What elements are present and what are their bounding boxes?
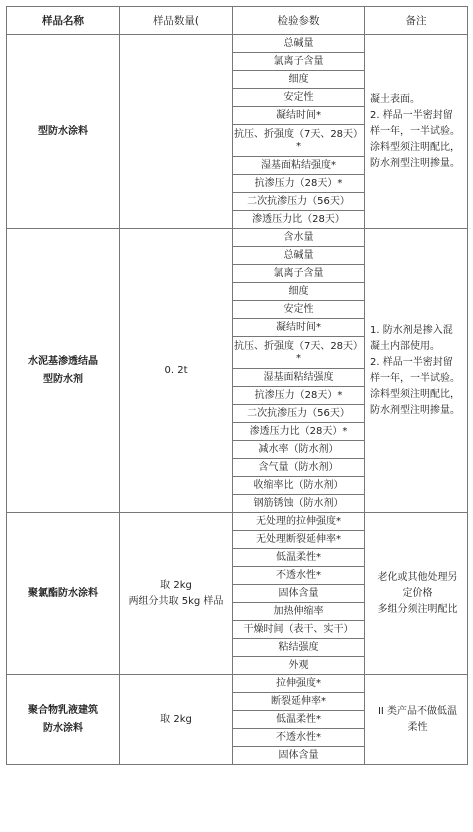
- test-parameter: 渗透压力比（28天）*: [233, 423, 365, 441]
- sample-name-line: 聚氯酯防水涂料: [28, 587, 98, 599]
- test-parameter: 断裂延伸率*: [233, 693, 365, 711]
- test-parameter: 细度: [233, 283, 365, 301]
- sample-name-line: 聚合物乳液建筑: [28, 704, 98, 716]
- test-parameter: 凝结时间*: [233, 107, 365, 125]
- remark-line: 2. 样品一半密封留: [370, 109, 453, 121]
- sample-quantity: [120, 229, 233, 513]
- header-remark: 备注: [365, 7, 468, 35]
- table-row: [7, 675, 468, 693]
- test-parameter: 无处理断裂延伸率*: [233, 531, 365, 549]
- test-parameter: 钢筋锈蚀（防水剂）: [233, 495, 365, 513]
- remark: [365, 35, 468, 229]
- sample-quantity: [120, 35, 233, 229]
- test-parameter: 安定性: [233, 301, 365, 319]
- header-sample-quantity: 样品数量(: [120, 7, 233, 35]
- sample-name: [7, 229, 120, 513]
- test-parameter: 氯离子含量: [233, 265, 365, 283]
- test-parameter: 固体含量: [233, 747, 365, 765]
- test-parameter: 总碱量: [233, 35, 365, 53]
- remark-line: 样一年，一半试验。: [370, 372, 460, 384]
- test-parameter: 抗渗压力（28天）*: [233, 175, 365, 193]
- header-row: [7, 7, 468, 35]
- test-parameter: 加热伸缩率: [233, 603, 365, 621]
- test-parameter: 安定性: [233, 89, 365, 107]
- test-parameter: 粘结强度: [233, 639, 365, 657]
- test-parameter: 含气量（防水剂）: [233, 459, 365, 477]
- remark-line: 柔性: [407, 721, 428, 733]
- remark-line: 定价格: [402, 587, 433, 599]
- sample-name: [7, 675, 120, 765]
- test-parameter: 凝结时间*: [233, 319, 365, 337]
- test-parameter: 湿基面粘结强度*: [233, 157, 365, 175]
- test-parameter: 渗透压力比（28天）: [233, 211, 365, 229]
- test-parameter: 抗压、折强度（7天、28天）*: [233, 125, 365, 157]
- test-parameter: 干燥时间（表干、实干）: [233, 621, 365, 639]
- remark-line: II 类产品不做低温: [377, 705, 458, 717]
- table-row: [7, 513, 468, 531]
- sample-name-line: 水泥基渗透结晶: [28, 355, 98, 367]
- remark-line: 1. 防水剂是掺入混: [370, 324, 453, 336]
- test-parameter: 不透水性*: [233, 729, 365, 747]
- test-parameter: 低温柔性*: [233, 549, 365, 567]
- sample-quantity-line: 0. 2t: [164, 364, 188, 376]
- table-row: [7, 229, 468, 247]
- test-parameter: 抗压、折强度（7天、28天）*: [233, 337, 365, 369]
- sample-quantity: [120, 513, 233, 675]
- sample-quantity: [120, 675, 233, 765]
- sample-name-line: 型防水剂: [43, 373, 83, 385]
- remark-line: 样一年，一半试验。: [370, 125, 460, 137]
- test-parameter: 细度: [233, 71, 365, 89]
- remark: [365, 229, 468, 513]
- remark-line: 防水剂型注明掺量。: [370, 157, 460, 169]
- remark-line: 涂料型须注明配比，: [370, 388, 460, 400]
- remark-line: 涂料型须注明配比，: [370, 141, 460, 153]
- test-parameter: 含水量: [233, 229, 365, 247]
- remark: [365, 675, 468, 765]
- test-parameter: 低温柔性*: [233, 711, 365, 729]
- test-parameter: 收缩率比（防水剂）: [233, 477, 365, 495]
- test-parameter: 二次抗渗压力（56天）: [233, 193, 365, 211]
- sample-name: [7, 513, 120, 675]
- test-parameter: 总碱量: [233, 247, 365, 265]
- remark-line: 凝土内部使用。: [370, 340, 440, 352]
- test-parameter: 湿基面粘结强度: [233, 369, 365, 387]
- test-parameter: 氯离子含量: [233, 53, 365, 71]
- sample-quantity-line: 取 2kg: [160, 713, 192, 725]
- test-parameter: 抗渗压力（28天）*: [233, 387, 365, 405]
- remark-line: 2. 样品一半密封留: [370, 356, 453, 368]
- remark-line: 凝土表面。: [370, 93, 420, 105]
- test-parameter: 二次抗渗压力（56天）: [233, 405, 365, 423]
- table-row: [7, 35, 468, 53]
- sample-name-line: 型防水涂料: [38, 125, 88, 137]
- inspection-table: [6, 6, 468, 765]
- test-parameter: 固体含量: [233, 585, 365, 603]
- test-parameter: 减水率（防水剂）: [233, 441, 365, 459]
- sample-quantity-line: 取 2kg: [160, 579, 192, 591]
- header-test-parameters: 检验参数: [233, 7, 365, 35]
- remark: [365, 513, 468, 675]
- remark-line: 防水剂型注明掺量。: [370, 404, 460, 416]
- test-parameter: 不透水性*: [233, 567, 365, 585]
- remark-line: 多组分须注明配比: [377, 603, 458, 615]
- sample-name: [7, 35, 120, 229]
- test-parameter: 无处理的拉伸强度*: [233, 513, 365, 531]
- sample-name-line: 防水涂料: [43, 722, 83, 734]
- remark-line: 老化或其他处理另: [377, 571, 458, 583]
- test-parameter: 外观: [233, 657, 365, 675]
- test-parameter: 拉伸强度*: [233, 675, 365, 693]
- header-sample-name: 样品名称: [7, 7, 120, 35]
- sample-quantity-line: 两组分共取 5kg 样品: [128, 595, 224, 607]
